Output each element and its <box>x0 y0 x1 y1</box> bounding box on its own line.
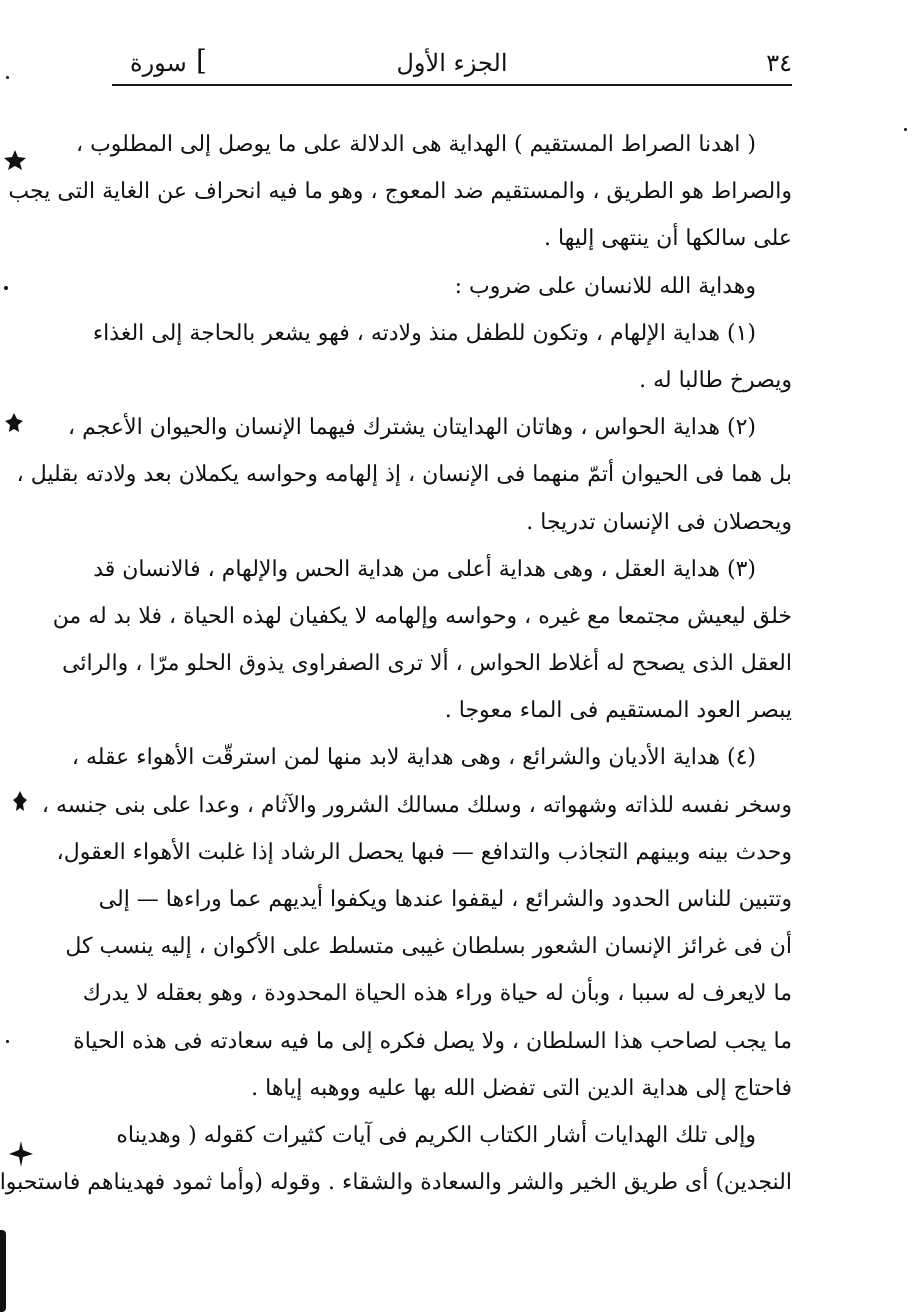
scan-edge-shadow <box>0 1230 6 1312</box>
text-line: فاحتاج إلى هداية الدين التى تفضل الله بها عليه ووهبه إياها . <box>251 1075 792 1101</box>
text-line: وسخر نفسه للذاته وشهواته ، وسلك مسالك الشرور والآثام ، وعدا على بنى جنسه ، <box>41 792 792 818</box>
scan-speck-1 <box>2 148 28 172</box>
text-line: ويصرخ طالبا له . <box>639 367 792 393</box>
scan-dot <box>6 76 9 79</box>
text-line: بل هما فى الحيوان أتمّ منهما فى الإنسان ، إذ إلهامه وحواسه يكملان بعد ولادته بقليل ، <box>16 462 792 488</box>
text-line: وحدث بينه وبينهم التجاذب والتدافع — فبها يحصل الرشاد إذا غلبت الأهواء العقول، <box>56 839 792 865</box>
text-line: وإلى تلك الهدايات أشار الكتاب الكريم فى آيات كثيرات كقوله ( وهديناه <box>116 1122 756 1148</box>
text-line: على سالكها أن ينتهى إليها . <box>544 226 792 252</box>
part-label: الجزء الأول <box>396 49 508 77</box>
text-line: (٢) هداية الحواس ، وهاتان الهدايتان يشترك فيهما الإنسان والحيوان الأعجم ، <box>68 415 756 441</box>
text-line: يبصر العود المستقيم فى الماء معوجا . <box>444 698 792 724</box>
scan-speck-3 <box>12 790 28 812</box>
text-line: وهداية الله للانسان على ضروب : <box>454 273 756 299</box>
scan-dot <box>904 128 907 131</box>
page-header <box>112 40 792 90</box>
text-line: (١) هداية الإلهام ، وتكون للطفل منذ ولادته ، فهو يشعر بالحاجة إلى الغذاء <box>92 320 756 346</box>
scan-speck-2 <box>4 412 24 434</box>
scan-speck-4 <box>8 1140 34 1168</box>
text-line: العقل الذى يصحح له أغلاط الحواس ، ألا ترى الصفراوى يذوق الحلو مرّا ، والرائى <box>62 651 792 677</box>
text-line: أن فى غرائز الإنسان الشعور بسلطان غيبى متسلط على الأكوان ، إليه ينسب كل <box>65 934 792 960</box>
text-line: وتتبين للناس الحدود والشرائع ، ليقفوا عندها ويكفوا أيديهم عما وراءها — إلى <box>98 887 792 912</box>
page-number: ٣٤ <box>766 49 792 77</box>
text-line: (٣) هداية العقل ، وهى هداية أعلى من هداية الحس والإلهام ، فالانسان قد <box>93 556 756 582</box>
body-text <box>0 121 792 1206</box>
surah-label: سورة <box>130 49 187 77</box>
text-line: والصراط هو الطريق ، والمستقيم ضد المعوج ، وهو ما فيه انحراف عن الغاية التى يجب <box>8 179 792 205</box>
text-line: (٤) هداية الأديان والشرائع ، وهى هداية لابد منها لمن استرقّت الأهواء عقله ، <box>71 745 756 771</box>
text-line: ما يجب لصاحب هذا السلطان ، ولا يصل فكره إلى ما فيه سعادته فى هذه الحياة <box>73 1028 792 1054</box>
header-rule <box>112 84 792 86</box>
text-line: ويحصلان فى الإنسان تدريجا . <box>526 509 792 535</box>
scan-dot <box>4 286 8 290</box>
text-line: ما لايعرف له سببا ، وبأن له حياة وراء هذه الحياة المحدودة ، وهو بعقله لا يدرك <box>82 981 792 1007</box>
surah-bracket: [ <box>196 44 207 77</box>
text-line: خلق ليعيش مجتمعا مع غيره ، وحواسه وإلهامه لا يكفيان لهذه الحياة ، فلا بد له من <box>52 603 792 629</box>
text-line: النجدين) أى طريق الخير والشر والسعادة والشقاء . وقوله (وأما ثمود فهديناهم فاستحبوا <box>0 1170 792 1196</box>
scan-dot <box>6 1040 9 1043</box>
text-line: ( اهدنا الصراط المستقيم ) الهداية هى الدلالة على ما يوصل إلى المطلوب ، <box>75 132 756 157</box>
